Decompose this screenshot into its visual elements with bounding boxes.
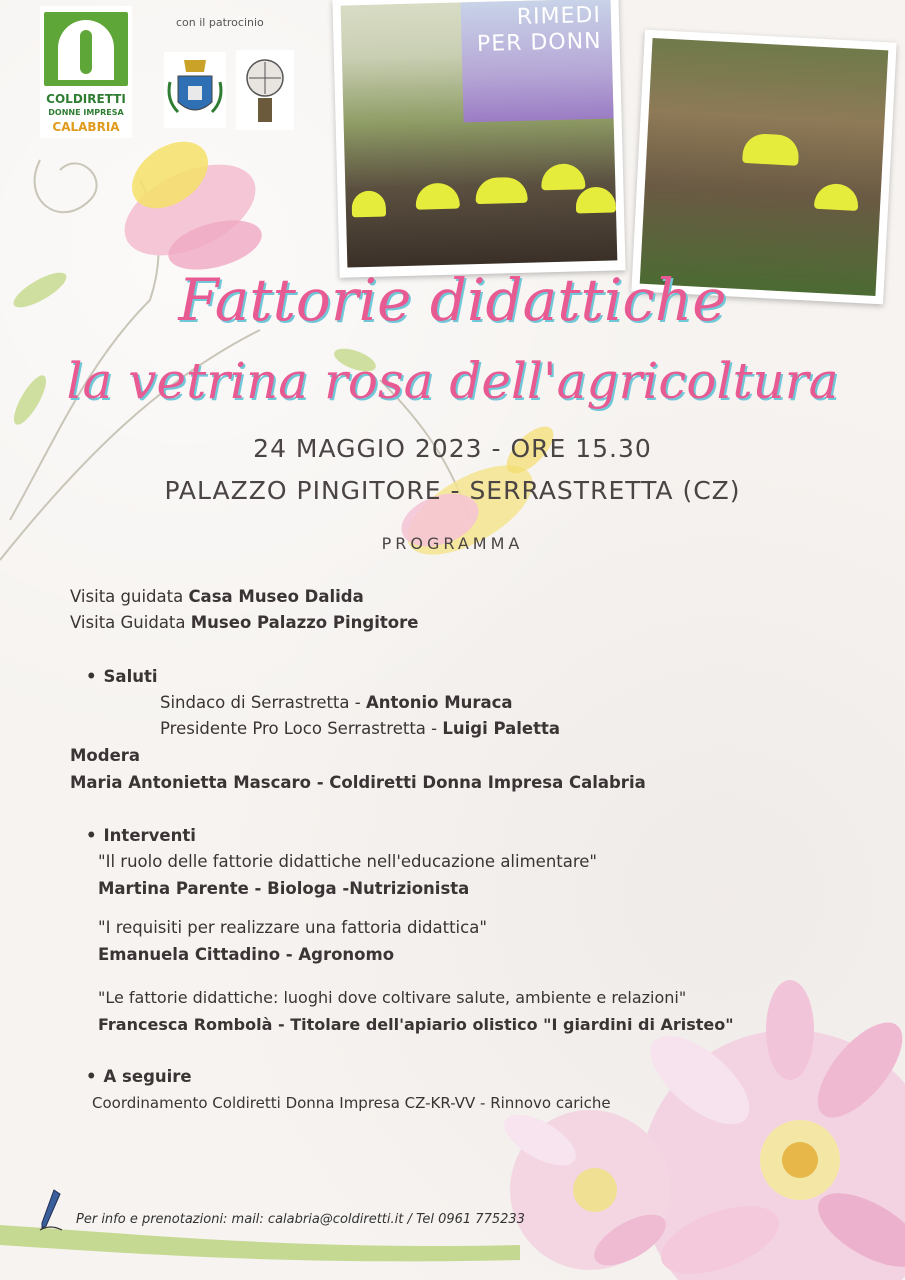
bottom-grass: [0, 1225, 520, 1261]
saluti-heading: [86, 667, 158, 686]
event-place: PALAZZO PINGITORE - SERRASTRETTA (CZ): [164, 476, 741, 505]
footer-contact: Per info e prenotazioni: mail: calabria@coldiretti.it / Tel 0961 775233: [76, 1212, 525, 1227]
pen-icon: [38, 1188, 64, 1232]
a-seguire-heading: [86, 1067, 192, 1086]
visit-1: [70, 587, 364, 606]
round-seal-icon: [236, 50, 294, 130]
modera-name: Maria Antonietta Mascaro - Coldiretti Donna Impresa Calabria: [70, 773, 646, 792]
visit-2-prefix: Visita Guidata: [70, 613, 191, 632]
title-line-1: Fattorie didattiche: [178, 266, 727, 334]
intervento-1-speaker: Martina Parente - Biologa -Nutrizionista: [98, 879, 470, 898]
saluti-item-2: [160, 719, 560, 738]
logo-text-coldiretti: COLDIRETTI: [46, 92, 126, 106]
saluti-item-2-name: Luigi Paletta: [442, 719, 561, 738]
saluti-item-2-role: Presidente Pro Loco Serrastretta -: [160, 719, 443, 738]
saluti-label: Saluti: [103, 667, 158, 686]
intervento-1-topic: "Il ruolo delle fattorie didattiche nell'educazione alimentare": [98, 852, 598, 871]
saluti-item-1: [160, 693, 513, 712]
top-left-flower: [110, 128, 269, 279]
modera-label: Modera: [70, 746, 141, 765]
saluti-item-1-name: Antonio Muraca: [365, 693, 513, 712]
intervento-3-speaker: Francesca Rombolà - Titolare dell'apiario olistico "I giardini di Aristeo": [98, 1015, 734, 1034]
visit-2-name: Museo Palazzo Pingitore: [190, 613, 419, 632]
programma-heading: PROGRAMMA: [381, 534, 524, 553]
intervento-3-topic: "Le fattorie didattiche: luoghi dove coltivare salute, ambiente e relazioni": [98, 988, 687, 1007]
a-seguire-label: A seguire: [103, 1067, 192, 1086]
photo-event-stand: [332, 0, 625, 278]
photo-banner-text: RIMEDI PER DONN: [476, 2, 602, 58]
event-date: 24 MAGGIO 2023 - ORE 15.30: [253, 434, 652, 463]
coldiretti-logo: [40, 6, 132, 138]
visit-1-name: Casa Museo Dalida: [188, 587, 364, 606]
patrocinio-label: con il patrocinio: [176, 16, 264, 29]
visit-2: [70, 613, 418, 632]
photo-children-garden: [631, 30, 896, 305]
logo-text-donne-impresa: DONNE IMPRESA: [48, 108, 124, 117]
wheat-icon: [44, 12, 128, 86]
saluti-item-1-role: Sindaco di Serrastretta -: [160, 693, 366, 712]
logo-text-calabria: CALABRIA: [52, 120, 120, 134]
interventi-heading: [86, 826, 196, 845]
a-seguire-text: Coordinamento Coldiretti Donna Impresa CZ-KR-VV - Rinnovo cariche: [92, 1094, 611, 1112]
interventi-label: Interventi: [103, 826, 196, 845]
municipal-crest-icon: [164, 52, 226, 128]
visit-1-prefix: Visita guidata: [70, 587, 189, 606]
title-line-2: la vetrina rosa dell'agricoltura: [66, 352, 839, 410]
intervento-2-speaker: Emanuela Cittadino - Agronomo: [98, 945, 395, 964]
intervento-2-topic: "I requisiti per realizzare una fattoria didattica": [98, 918, 487, 937]
